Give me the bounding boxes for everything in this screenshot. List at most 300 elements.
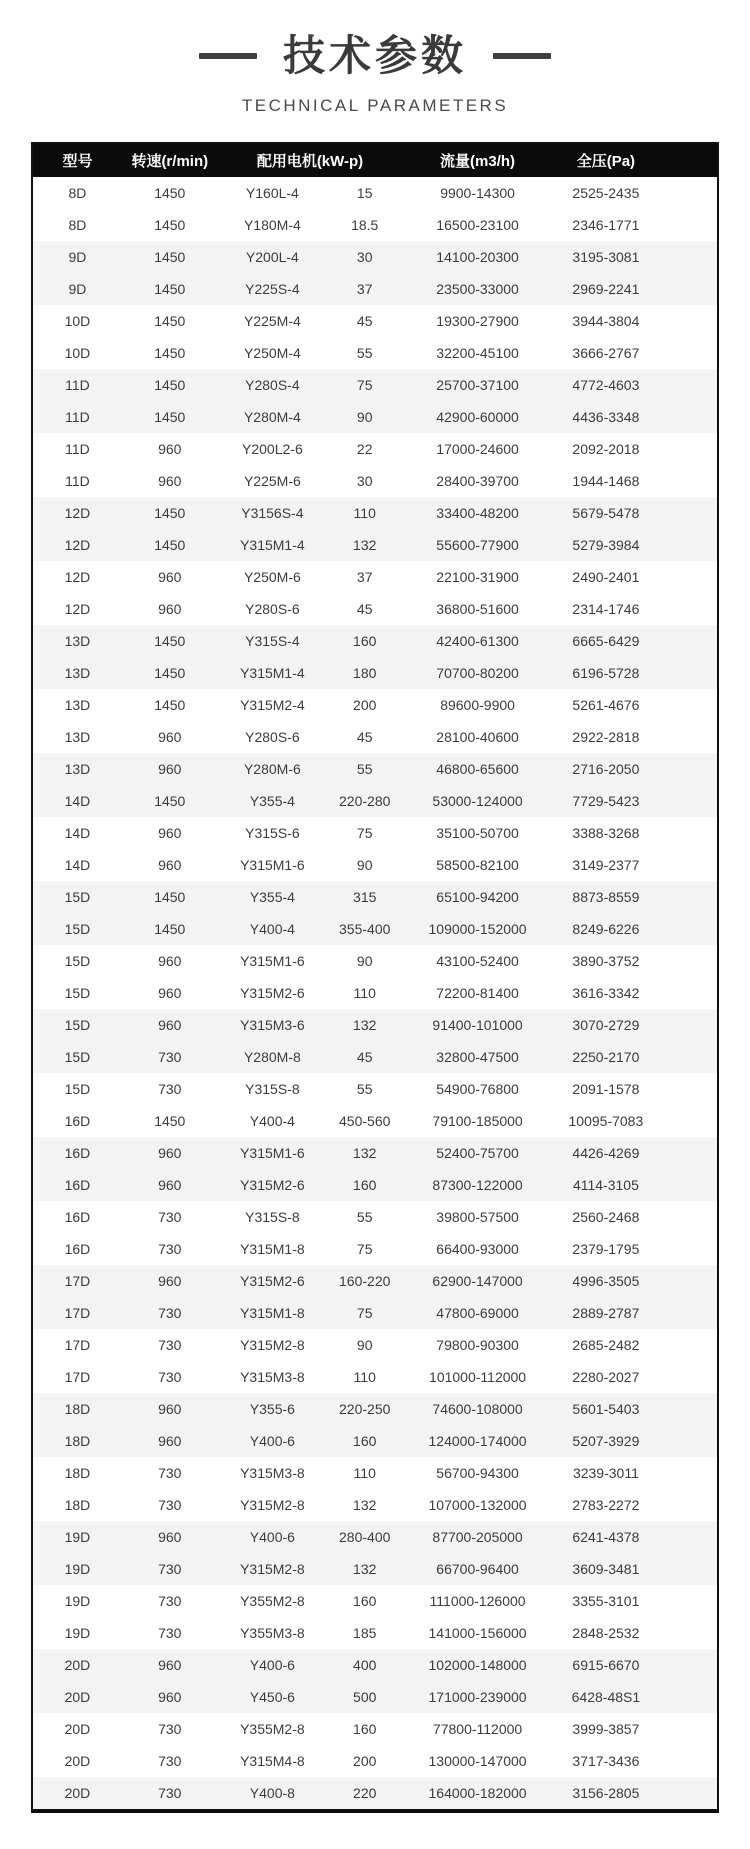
- table-row: [33, 177, 717, 209]
- table-cell: 4772-4603: [572, 377, 640, 393]
- table-cell: 43100-52400: [436, 953, 519, 969]
- table-cell: 101000-112000: [429, 1369, 527, 1385]
- table-cell: Y315S-8: [245, 1081, 300, 1097]
- table-cell: 16D: [64, 1145, 91, 1161]
- table-cell: 3195-3081: [572, 249, 640, 265]
- table-cell: 2716-2050: [572, 761, 640, 777]
- table-cell: 4436-3348: [572, 409, 640, 425]
- table-cell: 12D: [64, 569, 91, 585]
- table-cell: 2490-2401: [572, 569, 640, 585]
- table-cell: 160-220: [339, 1273, 391, 1289]
- table-cell: 79100-185000: [432, 1113, 523, 1129]
- parameters-table: [33, 144, 717, 1809]
- table-cell: 54900-76800: [436, 1081, 519, 1097]
- table-cell: Y400-4: [249, 921, 295, 937]
- table-cell: 1450: [154, 377, 186, 393]
- table-cell: 3890-3752: [572, 953, 640, 969]
- table-cell: 4426-4269: [572, 1145, 640, 1161]
- table-cell: 23500-33000: [436, 281, 519, 297]
- table-cell: 109000-152000: [428, 921, 527, 937]
- table-row: [33, 1105, 717, 1137]
- table-cell: 30: [356, 473, 373, 489]
- table-cell: 960: [158, 1145, 182, 1161]
- table-cell: 79800-90300: [436, 1337, 519, 1353]
- table-cell: Y180M-4: [243, 217, 301, 233]
- parameters-table-container: [31, 142, 719, 1813]
- table-cell: 110: [353, 1369, 376, 1385]
- table-cell: 72200-81400: [436, 985, 519, 1001]
- table-cell: 160: [353, 1433, 377, 1449]
- table-cell: 110: [353, 985, 376, 1001]
- table-cell: 110: [353, 505, 376, 521]
- table-cell: 32200-45100: [436, 345, 519, 361]
- table-row: [33, 305, 717, 337]
- table-cell: 4114-3105: [572, 1177, 639, 1193]
- table-cell: 9D: [68, 249, 87, 265]
- table-cell: 1450: [154, 409, 186, 425]
- table-cell: Y355-4: [249, 889, 295, 905]
- table-cell: 1450: [154, 313, 186, 329]
- table-row: [33, 753, 717, 785]
- table-cell: 22: [356, 441, 373, 457]
- table-cell: Y355M2-8: [240, 1721, 305, 1737]
- table-cell: Y250M-6: [243, 569, 301, 585]
- table-cell: 1450: [154, 1113, 186, 1129]
- table-row: [33, 369, 717, 401]
- table-cell: 3156-2805: [572, 1785, 640, 1801]
- table-cell: Y160L-4: [245, 185, 299, 201]
- table-row: [33, 1713, 717, 1745]
- table-cell: 2560-2468: [572, 1209, 640, 1225]
- table-cell: Y3156S-4: [241, 505, 304, 521]
- table-cell: Y315M2-8: [240, 1497, 305, 1513]
- table-cell: 730: [158, 1593, 182, 1609]
- table-cell: 45: [356, 601, 373, 617]
- table-cell: 1450: [154, 281, 186, 297]
- table-cell: Y280S-4: [245, 377, 300, 393]
- table-row: [33, 1201, 717, 1233]
- table-cell: 55: [356, 1209, 373, 1225]
- table-cell: 730: [158, 1305, 182, 1321]
- table-cell: 2280-2027: [572, 1369, 640, 1385]
- table-header-row: [33, 144, 717, 177]
- table-cell: 18.5: [351, 217, 379, 233]
- table-cell: 25700-37100: [436, 377, 519, 393]
- table-cell: 90: [356, 1337, 373, 1353]
- table-cell: 110: [353, 1465, 376, 1481]
- table-cell: 8873-8559: [572, 889, 640, 905]
- table-cell: 16D: [64, 1241, 91, 1257]
- table-cell: Y315M1-6: [240, 953, 305, 969]
- table-cell: 730: [158, 1561, 182, 1577]
- table-cell: 185: [353, 1625, 377, 1641]
- table-cell: 58500-82100: [436, 857, 519, 873]
- table-row: [33, 785, 717, 817]
- table-cell: 16D: [64, 1209, 91, 1225]
- col-header-pressure: 全压(Pa): [553, 144, 717, 177]
- table-cell: 960: [158, 825, 182, 841]
- table-cell: 2922-2818: [572, 729, 640, 745]
- table-row: [33, 593, 717, 625]
- table-cell: 160: [353, 633, 377, 649]
- table-row: [33, 1169, 717, 1201]
- table-cell: 2314-1746: [572, 601, 640, 617]
- table-cell: 55: [356, 1081, 373, 1097]
- table-cell: 5207-3929: [572, 1433, 640, 1449]
- table-cell: 220-280: [339, 793, 391, 809]
- table-cell: 18D: [64, 1433, 91, 1449]
- table-cell: 45: [356, 729, 373, 745]
- table-cell: 28100-40600: [436, 729, 519, 745]
- title-left-dash: [199, 53, 257, 59]
- table-cell: 45: [356, 1049, 373, 1065]
- table-cell: Y315S-8: [245, 1209, 300, 1225]
- table-cell: 141000-156000: [428, 1625, 527, 1641]
- table-cell: 1944-1468: [572, 473, 640, 489]
- table-cell: 280-400: [339, 1529, 391, 1545]
- table-row: [33, 657, 717, 689]
- table-cell: 90: [356, 857, 373, 873]
- table-cell: 2091-1578: [572, 1081, 640, 1097]
- table-cell: 1450: [154, 921, 186, 937]
- table-cell: Y315M1-6: [240, 1145, 305, 1161]
- title-right-dash: [493, 53, 551, 59]
- table-cell: 132: [353, 1497, 377, 1513]
- table-cell: 14D: [64, 793, 91, 809]
- table-cell: 19300-27900: [436, 313, 519, 329]
- table-cell: 37: [356, 281, 373, 297]
- table-cell: 12D: [64, 601, 91, 617]
- table-cell: Y315M1-6: [240, 857, 305, 873]
- table-cell: 730: [158, 1785, 182, 1801]
- table-cell: 75: [356, 1241, 373, 1257]
- table-cell: 130000-147000: [428, 1753, 527, 1769]
- table-cell: 200: [353, 1753, 377, 1769]
- table-cell: 33400-48200: [436, 505, 519, 521]
- table-cell: Y355M2-8: [240, 1593, 305, 1609]
- table-cell: 20D: [64, 1753, 91, 1769]
- table-cell: 6428-48S1: [571, 1689, 641, 1705]
- table-row: [33, 721, 717, 753]
- table-cell: 11D: [65, 473, 90, 489]
- table-cell: 16500-23100: [436, 217, 519, 233]
- table-cell: 124000-174000: [428, 1433, 527, 1449]
- table-cell: Y280S-6: [245, 729, 300, 745]
- table-cell: 730: [158, 1721, 182, 1737]
- table-cell: Y280S-6: [245, 601, 300, 617]
- table-cell: 16D: [64, 1113, 91, 1129]
- col-header-speed: 转速(r/min): [122, 144, 218, 177]
- table-cell: Y315M1-8: [240, 1241, 305, 1257]
- table-cell: 12D: [64, 537, 91, 553]
- table-cell: 55: [356, 761, 373, 777]
- table-cell: 35100-50700: [436, 825, 519, 841]
- table-cell: 960: [158, 1017, 182, 1033]
- table-cell: 62900-147000: [432, 1273, 523, 1289]
- table-cell: 9D: [68, 281, 87, 297]
- table-cell: 1450: [154, 633, 186, 649]
- table-cell: 20D: [64, 1689, 91, 1705]
- table-cell: 6196-5728: [572, 665, 640, 681]
- table-row: [33, 1425, 717, 1457]
- table-row: [33, 1137, 717, 1169]
- table-cell: 500: [353, 1689, 377, 1705]
- table-cell: 960: [158, 601, 182, 617]
- table-cell: 960: [158, 1657, 182, 1673]
- table-header: [33, 144, 717, 177]
- table-cell: 3616-3342: [572, 985, 640, 1001]
- table-row: [33, 977, 717, 1009]
- table-row: [33, 1745, 717, 1777]
- table-row: [33, 1617, 717, 1649]
- table-cell: 8D: [68, 185, 87, 201]
- table-cell: 47800-69000: [436, 1305, 519, 1321]
- table-cell: 15D: [64, 953, 91, 969]
- table-cell: 2783-2272: [572, 1497, 640, 1513]
- table-cell: 20D: [64, 1785, 91, 1801]
- table-row: [33, 817, 717, 849]
- table-cell: Y280M-6: [243, 761, 301, 777]
- table-cell: 3609-3481: [572, 1561, 640, 1577]
- table-cell: 77800-112000: [432, 1721, 523, 1737]
- table-cell: Y225S-4: [245, 281, 300, 297]
- table-cell: 3239-3011: [572, 1465, 639, 1481]
- table-cell: 2889-2787: [572, 1305, 640, 1321]
- table-cell: 15D: [64, 1049, 91, 1065]
- table-cell: 730: [158, 1081, 182, 1097]
- table-cell: 960: [158, 761, 182, 777]
- table-cell: 91400-101000: [432, 1017, 523, 1033]
- table-cell: 55: [356, 345, 373, 361]
- table-cell: 960: [158, 1401, 182, 1417]
- table-cell: 132: [353, 537, 377, 553]
- table-cell: 315: [353, 889, 377, 905]
- table-cell: 17D: [64, 1305, 91, 1321]
- table-cell: 28400-39700: [436, 473, 519, 489]
- table-cell: 960: [158, 1273, 182, 1289]
- table-cell: 960: [158, 857, 182, 873]
- table-cell: Y315M2-6: [240, 1177, 305, 1193]
- table-cell: 42900-60000: [436, 409, 519, 425]
- table-cell: Y400-4: [249, 1113, 295, 1129]
- table-cell: Y315M2-6: [240, 985, 305, 1001]
- table-cell: 960: [158, 441, 182, 457]
- table-cell: 1450: [154, 665, 186, 681]
- table-cell: 160: [353, 1593, 377, 1609]
- table-cell: 171000-239000: [428, 1689, 527, 1705]
- table-cell: 19D: [64, 1625, 91, 1641]
- table-cell: 3149-2377: [572, 857, 640, 873]
- table-cell: 15D: [64, 1017, 91, 1033]
- table-cell: 18D: [64, 1401, 91, 1417]
- table-cell: 1450: [154, 793, 186, 809]
- table-cell: 355-400: [339, 921, 391, 937]
- table-cell: 1450: [154, 889, 186, 905]
- table-cell: 1450: [154, 537, 186, 553]
- table-cell: 13D: [64, 665, 91, 681]
- table-cell: Y315M2-6: [240, 1273, 305, 1289]
- table-row: [33, 1265, 717, 1297]
- table-cell: 730: [158, 1337, 182, 1353]
- table-row: [33, 241, 717, 273]
- table-cell: 5279-3984: [572, 537, 640, 553]
- table-cell: 164000-182000: [428, 1785, 527, 1801]
- table-cell: 56700-94300: [436, 1465, 519, 1481]
- table-cell: Y200L2-6: [242, 441, 303, 457]
- table-body: [33, 177, 717, 1809]
- table-row: [33, 209, 717, 241]
- table-cell: 1450: [154, 185, 186, 201]
- table-cell: 1450: [154, 345, 186, 361]
- table-row: [33, 913, 717, 945]
- table-cell: 16D: [64, 1177, 91, 1193]
- table-row: [33, 1521, 717, 1553]
- table-cell: 70700-80200: [436, 665, 519, 681]
- table-cell: 107000-132000: [428, 1497, 527, 1513]
- table-row: [33, 561, 717, 593]
- table-cell: 13D: [64, 729, 91, 745]
- table-cell: 15D: [64, 921, 91, 937]
- table-cell: 3388-3268: [572, 825, 640, 841]
- table-row: [33, 1457, 717, 1489]
- table-cell: 90: [356, 953, 373, 969]
- table-row: [33, 1777, 717, 1809]
- table-cell: 960: [158, 1433, 182, 1449]
- table-row: [33, 1297, 717, 1329]
- table-row: [33, 1073, 717, 1105]
- table-cell: 12D: [64, 505, 91, 521]
- table-cell: Y280M-4: [243, 409, 301, 425]
- table-cell: 19D: [64, 1561, 91, 1577]
- table-cell: 730: [158, 1625, 182, 1641]
- table-cell: 1450: [154, 217, 186, 233]
- table-cell: 8D: [68, 217, 87, 233]
- table-cell: 4996-3505: [572, 1273, 640, 1289]
- table-cell: 3999-3857: [572, 1721, 640, 1737]
- table-cell: 15D: [64, 889, 91, 905]
- table-cell: Y355-4: [249, 793, 295, 809]
- table-cell: 6915-6670: [572, 1657, 640, 1673]
- table-cell: 11D: [65, 409, 90, 425]
- table-cell: 2346-1771: [572, 217, 640, 233]
- table-cell: 160: [353, 1177, 377, 1193]
- table-cell: 200: [353, 697, 377, 713]
- table-cell: 19D: [64, 1529, 91, 1545]
- table-cell: 22100-31900: [436, 569, 519, 585]
- table-cell: 46800-65600: [436, 761, 519, 777]
- table-cell: 2525-2435: [572, 185, 640, 201]
- table-cell: Y280M-8: [243, 1049, 301, 1065]
- table-cell: 730: [158, 1049, 182, 1065]
- table-cell: 3070-2729: [572, 1017, 640, 1033]
- table-row: [33, 1233, 717, 1265]
- table-cell: 730: [158, 1369, 182, 1385]
- table-cell: Y355-6: [249, 1401, 295, 1417]
- table-cell: 20D: [64, 1657, 91, 1673]
- table-cell: 1450: [154, 697, 186, 713]
- table-cell: 18D: [64, 1497, 91, 1513]
- table-cell: 15: [356, 185, 373, 201]
- table-cell: 960: [158, 729, 182, 745]
- table-cell: Y450-6: [249, 1689, 295, 1705]
- table-cell: 17D: [64, 1369, 91, 1385]
- table-cell: 32800-47500: [436, 1049, 519, 1065]
- table-cell: Y315M3-8: [240, 1465, 305, 1481]
- table-cell: 960: [158, 1177, 182, 1193]
- table-cell: 45: [356, 313, 373, 329]
- table-row: [33, 945, 717, 977]
- table-cell: 90: [356, 409, 373, 425]
- table-cell: 36800-51600: [436, 601, 519, 617]
- table-cell: 10095-7083: [568, 1113, 644, 1129]
- table-cell: 132: [353, 1561, 377, 1577]
- table-cell: Y315M2-8: [240, 1337, 305, 1353]
- table-cell: 730: [158, 1497, 182, 1513]
- table-cell: 11D: [65, 377, 90, 393]
- table-cell: 450-560: [339, 1113, 391, 1129]
- table-cell: 960: [158, 985, 182, 1001]
- table-cell: 75: [356, 825, 373, 841]
- table-row: [33, 1553, 717, 1585]
- table-cell: 10D: [64, 345, 91, 361]
- table-row: [33, 497, 717, 529]
- table-cell: Y355M3-8: [240, 1625, 305, 1641]
- table-cell: 960: [158, 953, 182, 969]
- table-row: [33, 625, 717, 657]
- table-cell: 53000-124000: [432, 793, 523, 809]
- table-cell: 3355-3101: [572, 1593, 640, 1609]
- table-cell: 730: [158, 1241, 182, 1257]
- table-cell: 960: [158, 569, 182, 585]
- table-cell: 3717-3436: [572, 1753, 640, 1769]
- table-cell: Y315M3-6: [240, 1017, 305, 1033]
- table-cell: 160: [353, 1721, 377, 1737]
- table-cell: Y315M1-4: [240, 537, 305, 553]
- table-cell: Y315M1-8: [240, 1305, 305, 1321]
- table-cell: 111000-126000: [429, 1593, 526, 1609]
- table-row: [33, 1489, 717, 1521]
- table-cell: 2848-2532: [572, 1625, 640, 1641]
- table-cell: 9900-14300: [440, 185, 515, 201]
- table-row: [33, 849, 717, 881]
- table-cell: 2969-2241: [572, 281, 640, 297]
- table-cell: Y225M-4: [243, 313, 301, 329]
- table-cell: Y400-6: [249, 1529, 295, 1545]
- table-row: [33, 337, 717, 369]
- table-row: [33, 433, 717, 465]
- title-block: [0, 28, 750, 116]
- table-cell: 730: [158, 1209, 182, 1225]
- table-row: [33, 1681, 717, 1713]
- table-cell: 52400-75700: [436, 1145, 519, 1161]
- table-cell: 13D: [64, 633, 91, 649]
- col-header-flow: 流量(m3/h): [402, 144, 552, 177]
- table-cell: 15D: [64, 985, 91, 1001]
- table-cell: 8249-6226: [572, 921, 640, 937]
- page-title: 技术参数: [282, 32, 467, 79]
- table-cell: 3666-2767: [572, 345, 640, 361]
- table-cell: 220-250: [339, 1401, 391, 1417]
- table-cell: 11D: [65, 441, 90, 457]
- table-cell: Y315M1-4: [240, 665, 305, 681]
- table-cell: 1450: [154, 505, 186, 521]
- table-cell: Y315S-4: [245, 633, 300, 649]
- table-cell: 2250-2170: [572, 1049, 640, 1065]
- table-row: [33, 1393, 717, 1425]
- table-cell: 10D: [64, 313, 91, 329]
- page-subtitle: TECHNICAL PARAMETERS: [241, 96, 509, 115]
- table-cell: 5601-5403: [572, 1401, 640, 1417]
